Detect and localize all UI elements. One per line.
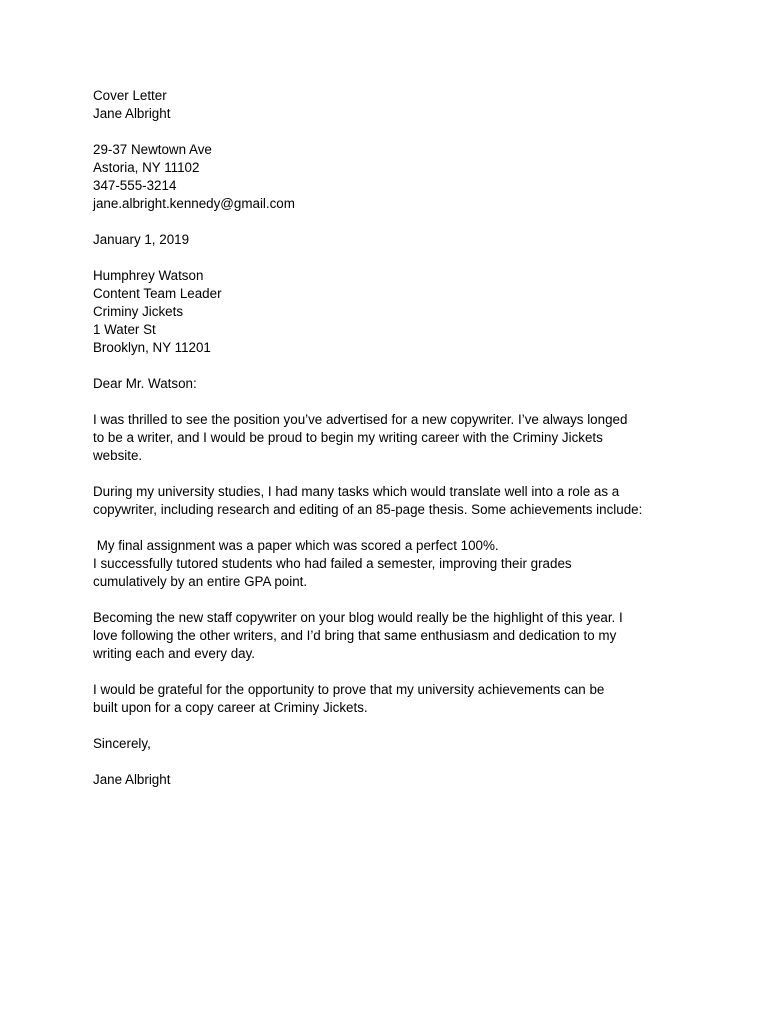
signature-name: Jane Albright — [93, 772, 171, 787]
complimentary-close: Sincerely, — [93, 736, 151, 751]
achievement-item-continued: cumulatively by an entire GPA point. — [93, 574, 308, 589]
paragraph-line: writing each and every day. — [93, 646, 256, 661]
sender-street: 29-37 Newtown Ave — [93, 142, 212, 157]
paragraph-line: I was thrilled to see the position you’ve advertised for a new copywriter. I’ve always longed — [93, 412, 628, 427]
paragraph-line: I would be grateful for the opportunity to prove that my university achievements can be — [93, 682, 605, 697]
spacer — [93, 519, 693, 537]
spacer — [93, 393, 693, 411]
achievement-item: My final assignment was a paper which was scored a perfect 100%. — [93, 538, 499, 553]
spacer — [93, 213, 693, 231]
paragraph-line: website. — [93, 448, 143, 463]
achievements-list — [93, 537, 693, 591]
document-title: Cover Letter — [93, 88, 167, 103]
sender-phone: 347-555-3214 — [93, 178, 177, 193]
body-paragraph-experience — [93, 483, 693, 519]
salutation: Dear Mr. Watson: — [93, 376, 197, 391]
paragraph-line: copywriter, including research and editing of an 85-page thesis. Some achievements include: — [93, 502, 643, 517]
recipient-title: Content Team Leader — [93, 286, 222, 301]
recipient-company: Criminy Jickets — [93, 304, 184, 319]
paragraph-line: built upon for a copy career at Criminy Jickets. — [93, 700, 368, 715]
recipient-name: Humphrey Watson — [93, 268, 204, 283]
spacer — [93, 717, 693, 735]
body-paragraph-closing — [93, 681, 693, 717]
letter-date: January 1, 2019 — [93, 232, 190, 247]
spacer — [93, 465, 693, 483]
recipient-city-state-zip: Brooklyn, NY 11201 — [93, 340, 211, 355]
sender-address — [93, 141, 693, 213]
body-paragraph-intro — [93, 411, 693, 465]
spacer — [93, 753, 693, 771]
spacer — [93, 357, 693, 375]
paragraph-line: love following the other writers, and I’d bring that same enthusiasm and dedication to my — [93, 628, 617, 643]
achievement-item: I successfully tutored students who had failed a semester, improving their grades — [93, 556, 572, 571]
spacer — [93, 123, 693, 141]
sender-city-state-zip: Astoria, NY 11102 — [93, 160, 200, 175]
letter-heading — [93, 87, 693, 123]
paragraph-line: During my university studies, I had many tasks which would translate well into a role as a — [93, 484, 620, 499]
recipient-address — [93, 267, 693, 357]
spacer — [93, 591, 693, 609]
body-paragraph-enthusiasm — [93, 609, 693, 663]
sender-name: Jane Albright — [93, 106, 171, 121]
recipient-street: 1 Water St — [93, 322, 156, 337]
paragraph-line: Becoming the new staff copywriter on your blog would really be the highlight of this year. I — [93, 610, 623, 625]
cover-letter — [93, 87, 693, 789]
spacer — [93, 663, 693, 681]
spacer — [93, 249, 693, 267]
sender-email: jane.albright.kennedy@gmail.com — [93, 196, 295, 211]
paragraph-line: to be a writer, and I would be proud to begin my writing career with the Criminy Jickets — [93, 430, 603, 445]
